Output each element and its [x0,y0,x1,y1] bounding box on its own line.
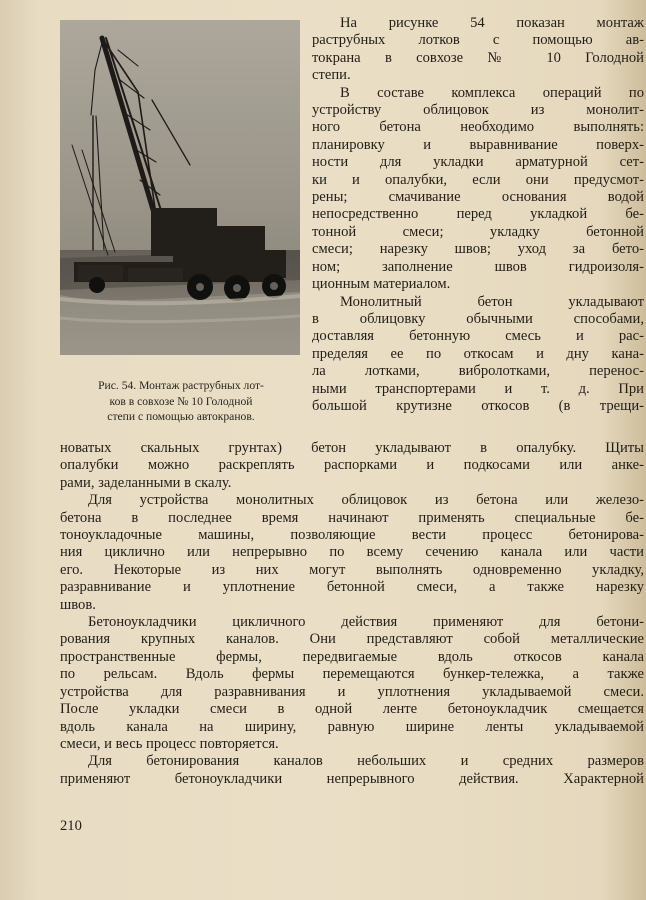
text-line: токрана в совхозе № 10 Голодной [312,49,644,66]
text-line: В составе комплекса операций по [340,84,644,101]
text-line: непосредственно перед укладкой бе- [312,206,644,223]
text-line: новатых скальных грунтах) бетон укладывают в опалубку. Щиты [60,440,644,456]
caption-line: степи с помощью автокранов. [107,410,255,423]
text-line: опалубки можно раскреплять распорками и подкосами или анке- [60,457,644,474]
crane-photo [60,20,300,355]
text-line: На рисунке 54 показан монтаж [340,15,644,31]
page-number: 210 [60,818,82,834]
text-line: разравнивание и уплотнение бетонной смеси, а также нарезку [60,579,644,596]
text-line: степи. [312,67,351,84]
text-line: рены; смачивание основания водой [312,189,644,206]
text-line: его. Некоторые из них могут выполнять одновременно укладку, [60,561,644,578]
text-line: в облицовку обычными способами, [312,310,644,327]
caption-line: Рис. 54. Монтаж раструбных лот- [98,379,264,392]
text-line: ционным материалом. [312,276,451,293]
text-line: ла лотками, вибролотками, перенос- [312,363,644,380]
text-line: Для бетонирования каналов небольших и средних размеров [88,753,644,770]
text-line: ки и опалубки, если они предусмот- [312,171,644,188]
text-line: применяют бетоноукладчики непрерывного действия. Характерной [60,770,644,787]
text-line: пространственные фермы, передвигаемые вдоль откосов канала [60,648,644,665]
text-line: После укладки смеси в одной ленте бетоноукладчик смещается [60,701,644,718]
text-line: планировку и выравнивание поверх- [312,136,644,153]
text-line: швов. [60,596,96,613]
text-line: Бетоноукладчики цикличного действия применяют для бетони- [88,614,644,631]
figure-caption [56,378,306,425]
text-line: ного бетона необходимо выполнять: [312,119,644,136]
text-line: доставляя бетонную смесь и рас- [312,328,644,345]
text-line: тоноукладочные машины, позволяющие вести процесс бетонирова- [60,527,644,544]
text-line: пределяя ее по откосам и дну кана- [312,345,644,362]
text-line: рования крупных каналов. Они представляют собой металлические [60,631,644,648]
text-line: ности для укладки арматурной сет- [312,154,644,171]
text-line: рами, заделанными в скалу. [60,474,232,491]
text-line: устройству облицовок из монолит- [312,102,644,119]
text-line: смеси; нарезку швов; уход за бето- [312,241,644,258]
right-column-text [312,15,644,415]
text-line: тонной смеси; укладку бетонной [312,223,644,240]
text-line: Монолитный бетон укладывают [340,293,644,310]
caption-line: ков в совхозе № 10 Голодной [109,394,253,408]
text-line: смеси, и весь процесс повторяется. [60,735,279,752]
text-line: раструбных лотков с помощью ав- [312,32,644,49]
text-line: ными транспортерами и т. д. При [312,380,644,397]
text-line: устройства для разравнивания и уплотнения укладываемой смеси. [60,683,644,700]
text-line: по рельсам. Вдоль фермы перемещаются бункер-тележка, а также [60,666,644,683]
text-line: ном; заполнение швов гидроизоля- [312,258,644,275]
text-line: бетона в последнее время начинают применять специальные бе- [60,509,644,526]
text-line: Для устройства монолитных облицовок из бетона или железо- [88,492,644,509]
full-width-text [60,440,644,788]
text-line: ния циклично или непрерывно по всему сечению канала или части [60,544,644,561]
text-line: вдоль канала на ширину, равную ширине ленты укладываемой [60,718,644,735]
text-line: большой крутизне откосов (в трещи- [312,397,644,414]
crane-photo-image [60,20,300,355]
